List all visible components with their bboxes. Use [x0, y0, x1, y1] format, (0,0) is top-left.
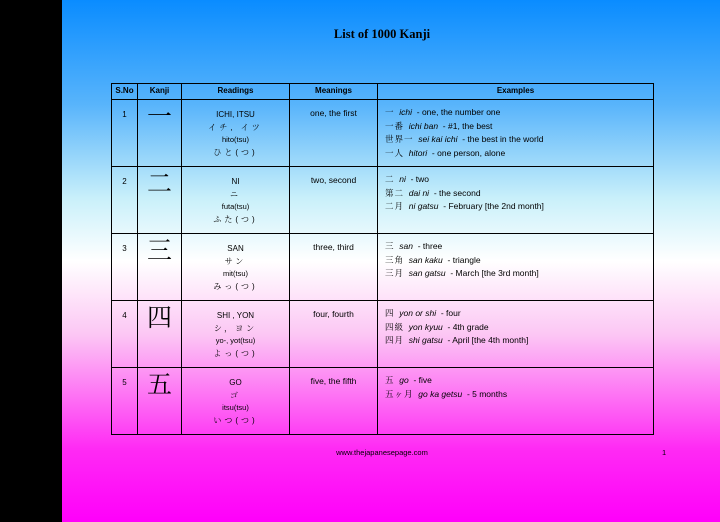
- example-line: [385, 388, 649, 402]
- reading-line: シ，ヨン: [213, 323, 258, 333]
- column-header-examples: Examples: [378, 84, 654, 100]
- left-letterbox: [0, 0, 62, 522]
- example-kanji: 四月: [385, 335, 405, 345]
- example-line: [385, 106, 649, 120]
- meanings-cell: three, third: [290, 234, 378, 301]
- reading-line: ニ: [230, 189, 241, 199]
- example-gloss: - triangle: [447, 254, 481, 265]
- example-romaji: yon or shi: [399, 308, 437, 318]
- kanji-character: 二: [138, 167, 182, 234]
- column-header-kanji: Kanji: [138, 84, 182, 100]
- example-line: [385, 307, 649, 321]
- column-header-sno: S.No: [112, 84, 138, 100]
- example-romaji: ichi ban: [408, 120, 439, 131]
- examples-cell: [378, 100, 654, 167]
- reading-line: イチ, イツ: [208, 122, 263, 132]
- example-romaji: ni: [399, 174, 406, 184]
- reading-line: ひと(つ): [213, 147, 258, 157]
- example-gloss: - 5 months: [466, 388, 508, 399]
- reading-line: サン: [224, 256, 247, 266]
- meanings-cell: five, the fifth: [290, 368, 378, 435]
- reading-line: mit(tsu): [223, 269, 248, 278]
- example-kanji: 世界一: [385, 134, 414, 144]
- reading-line: いつ(つ): [213, 415, 258, 425]
- example-kanji: 二月: [385, 201, 405, 211]
- example-line: [385, 147, 649, 161]
- examples-cell: [378, 301, 654, 368]
- reading-line: NI: [231, 177, 240, 186]
- example-kanji: 四級: [385, 321, 405, 332]
- reading-line: yo-, yot(tsu): [215, 336, 256, 345]
- page-background: [62, 0, 720, 522]
- example-kanji: 三: [385, 241, 395, 251]
- example-romaji: san: [399, 241, 413, 251]
- example-kanji: 一番: [385, 120, 405, 131]
- footer-website: www.thejapanesepage.com: [336, 448, 428, 457]
- example-gloss: - the best in the world: [462, 134, 544, 144]
- reading-line: ふた(つ): [213, 214, 258, 224]
- reading-line: みっ(つ): [213, 281, 258, 291]
- example-romaji: go ka getsu: [418, 388, 463, 399]
- examples-cell: [378, 368, 654, 435]
- example-gloss: - two: [410, 174, 430, 184]
- example-kanji: 第二: [385, 187, 405, 198]
- readings-cell: [182, 368, 290, 435]
- example-kanji: 五: [385, 375, 395, 385]
- example-gloss: - 4th grade: [447, 321, 489, 332]
- example-gloss: - one, the number one: [416, 107, 501, 117]
- example-gloss: - five: [413, 375, 432, 385]
- example-line: [385, 254, 649, 268]
- footer-page-number: 1: [662, 448, 667, 457]
- example-line: [385, 200, 649, 214]
- row-number: 3: [112, 234, 138, 301]
- example-gloss: - three: [417, 241, 443, 251]
- column-header-readings: Readings: [182, 84, 290, 100]
- example-line: [385, 187, 649, 201]
- example-kanji: 四: [385, 308, 395, 318]
- example-romaji: hitori: [408, 147, 428, 158]
- example-line: [385, 120, 649, 134]
- example-romaji: yon kyuu: [408, 321, 443, 332]
- reading-line: itsu(tsu): [222, 403, 249, 412]
- meanings-cell: four, fourth: [290, 301, 378, 368]
- example-romaji: dai ni: [408, 187, 430, 198]
- kanji-character: 五: [138, 368, 182, 435]
- example-gloss: - the second: [433, 187, 481, 198]
- row-number: 2: [112, 167, 138, 234]
- reading-line: SHI , YON: [216, 311, 255, 320]
- meanings-cell: one, the first: [290, 100, 378, 167]
- kanji-character: 四: [138, 301, 182, 368]
- readings-cell: [182, 301, 290, 368]
- examples-cell: [378, 167, 654, 234]
- row-number: 5: [112, 368, 138, 435]
- meanings-cell: two, second: [290, 167, 378, 234]
- kanji-character: 一: [138, 100, 182, 167]
- example-romaji: sei kai ichi: [418, 134, 458, 144]
- kanji-table: [111, 83, 654, 435]
- example-kanji: 三角: [385, 254, 405, 265]
- reading-line: よっ(つ): [213, 348, 258, 358]
- example-gloss: - #1, the best: [442, 120, 493, 131]
- kanji-character: 三: [138, 234, 182, 301]
- example-kanji: 五ヶ月: [385, 388, 414, 399]
- example-romaji: shi gatsu: [408, 335, 443, 345]
- readings-cell: [182, 234, 290, 301]
- readings-cell: [182, 100, 290, 167]
- examples-cell: [378, 234, 654, 301]
- reading-line: SAN: [227, 244, 244, 253]
- example-gloss: - one person, alone: [431, 147, 506, 158]
- example-line: [385, 240, 649, 254]
- example-gloss: - April [the 4th month]: [447, 335, 529, 345]
- reading-line: futa(tsu): [221, 202, 250, 211]
- readings-cell: [182, 167, 290, 234]
- example-line: [385, 374, 649, 388]
- example-romaji: ni gatsu: [408, 201, 439, 211]
- example-line: [385, 133, 649, 147]
- row-number: 1: [112, 100, 138, 167]
- example-kanji: 三月: [385, 268, 405, 278]
- column-header-meanings: Meanings: [290, 84, 378, 100]
- example-line: [385, 321, 649, 335]
- reading-line: hito(tsu): [221, 135, 250, 144]
- row-number: 4: [112, 301, 138, 368]
- reading-line: ICHI, ITSU: [216, 110, 255, 119]
- example-line: [385, 173, 649, 187]
- reading-line: ゴ: [230, 390, 241, 400]
- example-romaji: go: [399, 375, 409, 385]
- example-gloss: - February [the 2nd month]: [443, 201, 544, 211]
- example-line: [385, 334, 649, 348]
- example-kanji: 二: [385, 174, 395, 184]
- example-kanji: 一: [385, 107, 395, 117]
- example-line: [385, 267, 649, 281]
- example-romaji: san gatsu: [408, 268, 446, 278]
- page-title: List of 1000 Kanji: [333, 27, 431, 41]
- example-gloss: - March [the 3rd month]: [450, 268, 539, 278]
- example-gloss: - four: [440, 308, 461, 318]
- example-romaji: ichi: [399, 107, 413, 117]
- example-kanji: 一人: [385, 147, 405, 158]
- reading-line: GO: [229, 378, 242, 387]
- example-romaji: san kaku: [408, 254, 443, 265]
